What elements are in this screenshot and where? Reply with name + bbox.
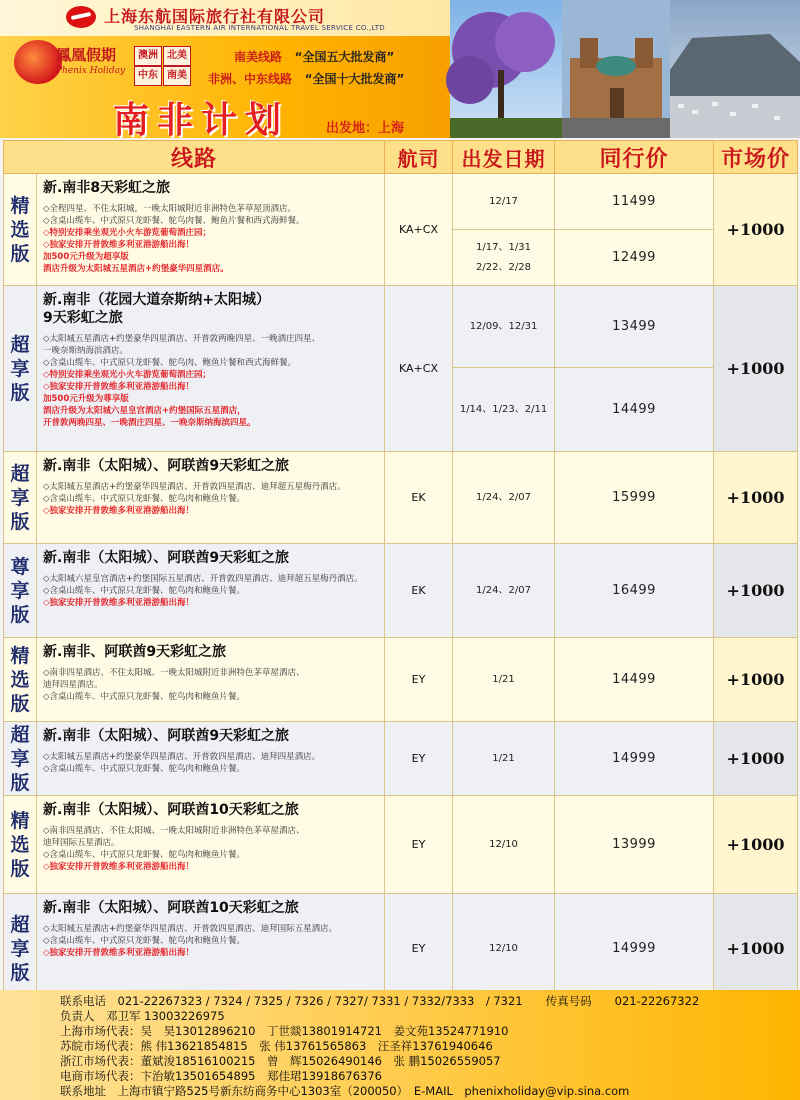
region-stamp: 南美 <box>163 66 191 86</box>
route-detail-line: 开普敦两晚四星、一晚酒庄四星、一晚奈斯纳海滨四星。 <box>43 418 256 428</box>
market-price: +1000 <box>714 638 798 722</box>
airline-code: EY <box>385 722 453 796</box>
airline-code: EY <box>385 638 453 722</box>
route-detail-line: 加500元升级为超享版 <box>43 252 129 262</box>
header-market-price: 市场价 <box>714 141 798 174</box>
table-row <box>4 544 798 638</box>
departure-date: 1/24、2/07 <box>453 452 555 544</box>
route-detail-line: ◇南非四星酒店、不住太阳城、一晚太阳城附近非洲特色茅草屋酒店、 <box>43 826 305 836</box>
table-row <box>4 452 798 544</box>
market-price: +1000 <box>714 452 798 544</box>
contact-phone: 联系电话 021-22267323 / 7324 / 7325 / 7326 / 7327/ 7331 / 7332/7333 / 7321 传真号码 021-22267322 <box>60 994 700 1008</box>
header-route: 线路 <box>4 141 385 174</box>
peer-price: 11499 <box>555 174 714 230</box>
page-title: 南非计划 <box>113 100 290 138</box>
header-airline: 航司 <box>385 141 453 174</box>
table-row <box>4 638 798 722</box>
contact-address: 联系地址 上海市镇宁路525号新东纺商务中心1303室（200050） E-MAIL phenixholiday@vip.sina.com <box>60 1084 630 1098</box>
table-row <box>4 174 798 230</box>
header-banner <box>0 0 800 138</box>
africa-middle-east-line: 非洲、中东线路 “全国十大批发商” <box>208 72 405 86</box>
departure-date: 1/14、1/23、2/11 <box>453 368 555 452</box>
edition-tag-text: 精选版 <box>10 644 30 715</box>
departure-date: 1/21 <box>453 722 555 796</box>
airline-code: EY <box>385 894 453 1004</box>
route-detail-line: ◇独家安排开普敦维多利亚港游船出海！ <box>43 598 195 608</box>
route-detail-line: ◇独家安排开普敦维多利亚港游船出海！ <box>43 382 195 392</box>
peer-price: 13999 <box>555 796 714 894</box>
market-price: +1000 <box>714 796 798 894</box>
table-row <box>4 894 798 1004</box>
route-detail-line: ◇太阳城五星酒店+约堡豪华四星酒店、开普敦四星酒店、迪拜超五星梅丹酒店。 <box>43 482 346 492</box>
route-detail-line: ◇太阳城五星酒店+约堡豪华四星酒店、开普敦四星酒店、迪拜国际五星酒店。 <box>43 924 338 934</box>
route-detail-line: ◇独家安排开普敦维多利亚港游船出海！ <box>43 506 195 516</box>
peer-price: 13499 <box>555 286 714 368</box>
header-departure-date: 出发日期 <box>453 141 555 174</box>
route-detail-line: 迪拜四星酒店。 <box>43 680 103 690</box>
route-detail-line: ◇太阳城五星酒店+约堡豪华四星酒店、开普敦两晚四星、一晚酒庄四星、 <box>43 334 321 344</box>
route-detail-line: ◇含桌山缆车、中式原只龙虾餐、鸵鸟肉和鲍鱼片餐。 <box>43 692 246 702</box>
route-title: 新.南非（太阳城）、阿联酋10天彩虹之旅 <box>43 900 299 916</box>
route-title: 新.南非（太阳城）、阿联酋9天彩虹之旅 <box>43 728 290 744</box>
region-stamp: 中东 <box>134 66 162 86</box>
route-detail-line: 酒店升级为太阳城五星酒店+约堡豪华四星酒店。 <box>43 264 229 274</box>
company-name: 上海东航国际旅行社有限公司 <box>104 7 326 26</box>
peer-price: 14999 <box>555 722 714 796</box>
edition-tag <box>4 452 37 544</box>
table-row <box>4 796 798 894</box>
market-price: +1000 <box>714 544 798 638</box>
route-detail-line: 加500元升级为尊享版 <box>43 394 129 404</box>
route-detail-line: ◇含桌山缆车、中式原只龙虾餐、鸵鸟肉和鲍鱼片餐。 <box>43 494 246 504</box>
route-cell <box>37 722 385 796</box>
route-cell <box>37 638 385 722</box>
contact-manager: 负责人 邓卫军 13003226975 <box>60 1009 225 1023</box>
peer-price: 12499 <box>555 230 714 286</box>
route-title: 新.南非（太阳城）、阿联酋9天彩虹之旅 <box>43 550 290 566</box>
edition-tag-text: 精选版 <box>10 809 30 880</box>
departure-city: 出发地：上海 <box>326 121 405 136</box>
route-detail-line: ◇南非四星酒店、不住太阳城、一晚太阳城附近非洲特色茅草屋酒店、 <box>43 668 305 678</box>
edition-tag-text: 超享版 <box>10 723 30 794</box>
route-cell <box>37 544 385 638</box>
edition-tag <box>4 544 37 638</box>
route-detail-line: ◇太阳城六星皇宫酒店+约堡国际五星酒店、开普敦四星酒店、迪拜超五星梅丹酒店。 <box>43 574 363 584</box>
route-detail-line: ◇全程四星、不住太阳城，一晚太阳城附近非洲特色茅草屋顶酒店。 <box>43 204 297 214</box>
table-body <box>4 174 798 1004</box>
route-title: 新.南非（太阳城）、阿联酋10天彩虹之旅 <box>43 802 299 818</box>
route-cell <box>37 894 385 1004</box>
edition-tag <box>4 286 37 452</box>
route-detail-line: ◇含桌山缆车、中式原只龙虾餐、鸵鸟肉餐、鲍鱼片餐和西式海鲜餐。 <box>43 216 305 226</box>
scenic-photos <box>430 0 800 138</box>
ecommerce-reps: 电商市场代表：卞治敏13501654895 郑佳珺13918676376 <box>60 1069 382 1083</box>
route-detail-line: ◇独家安排开普敦维多利亚港游船出海！ <box>43 240 195 250</box>
itinerary-table <box>3 140 797 1004</box>
peer-price: 14999 <box>555 894 714 1004</box>
airline-code: EK <box>385 544 453 638</box>
route-detail-line: ◇含桌山缆车、中式原只龙虾餐、鸵鸟肉和鲍鱼片餐。 <box>43 850 246 860</box>
edition-tag-text: 尊享版 <box>10 555 30 626</box>
market-price: +1000 <box>714 722 798 796</box>
shanghai-reps: 上海市场代表：吴 昊13012896210 丁世燚13801914721 姜文苑13524771910 <box>60 1024 509 1038</box>
contact-footer <box>0 990 800 1100</box>
market-price: +1000 <box>714 174 798 286</box>
edition-tag <box>4 638 37 722</box>
region-stamp: 澳洲 <box>134 46 162 66</box>
airline-code: EY <box>385 796 453 894</box>
route-cell <box>37 452 385 544</box>
edition-tag <box>4 796 37 894</box>
departure-date: 12/10 <box>453 796 555 894</box>
route-cell <box>37 796 385 894</box>
departure-date: 1/17、1/31 2/22、2/28 <box>453 230 555 286</box>
south-america-line: 南美线路 “全国五大批发商” <box>234 50 395 64</box>
route-detail-line: ◇特别安排乘坐观光小火车游览葡萄酒庄园； <box>43 228 212 238</box>
departure-date: 1/24、2/07 <box>453 544 555 638</box>
peer-price: 14499 <box>555 368 714 452</box>
airline-code: KA+CX <box>385 286 453 452</box>
route-detail-line: ◇特别安排乘坐观光小火车游览葡萄酒庄园； <box>43 370 212 380</box>
china-eastern-logo-icon <box>66 6 96 28</box>
airline-code: KA+CX <box>385 174 453 286</box>
route-detail-line: ◇含桌山缆车、中式原只龙虾餐、鸵鸟肉和鲍鱼片餐。 <box>43 586 246 596</box>
brand-name: 鳳凰假期 <box>56 46 117 64</box>
brand-name-en: Phenix Holiday <box>56 66 126 76</box>
market-price: +1000 <box>714 286 798 452</box>
route-detail-line: 迪拜国际五星酒店。 <box>43 838 120 848</box>
route-detail-line: ◇太阳城五星酒店+约堡豪华四星酒店、开普敦四星酒店、迪拜四星酒店。 <box>43 752 321 762</box>
company-name-en: SHANGHAI EASTERN AIR INTERNATIONAL TRAVEL SERVICE CO.,LTD <box>134 24 385 32</box>
header-peer-price: 同行价 <box>555 141 714 174</box>
route-detail-line: 酒店升级为太阳城六星皇宫酒店+约堡国际五星酒店， <box>43 406 246 416</box>
peer-price: 16499 <box>555 544 714 638</box>
route-title: 新.南非、阿联酋9天彩虹之旅 <box>43 644 227 660</box>
route-title: 新.南非8天彩虹之旅 <box>43 180 171 196</box>
edition-tag <box>4 722 37 796</box>
route-detail-line: ◇含桌山缆车、中式原只龙虾餐、鸵鸟肉和鲍鱼片餐。 <box>43 936 246 946</box>
route-cell <box>37 286 385 452</box>
region-stamp: 北美 <box>163 46 191 66</box>
edition-tag-text: 超享版 <box>10 913 30 984</box>
peer-price: 15999 <box>555 452 714 544</box>
edition-tag-text: 精选版 <box>10 194 30 265</box>
departure-date: 1/21 <box>453 638 555 722</box>
route-detail-line: ◇含桌山缆车、中式原只龙虾餐、鸵鸟肉、鲍鱼片餐和西式海鲜餐。 <box>43 358 297 368</box>
departure-date: 12/09、12/31 <box>453 286 555 368</box>
market-price: +1000 <box>714 894 798 1004</box>
peer-price: 14499 <box>555 638 714 722</box>
edition-tag <box>4 894 37 1004</box>
departure-date: 12/17 <box>453 174 555 230</box>
edition-tag <box>4 174 37 286</box>
table-row <box>4 722 798 796</box>
route-cell <box>37 174 385 286</box>
route-detail-line: ◇含桌山缆车、中式原只龙虾餐、鸵鸟肉和鲍鱼片餐。 <box>43 764 246 774</box>
route-title: 新.南非（太阳城）、阿联酋9天彩虹之旅 <box>43 458 290 474</box>
route-detail-line: ◇独家安排开普敦维多利亚港游船出海！ <box>43 948 195 958</box>
table-header-row <box>4 141 798 174</box>
table-row <box>4 286 798 368</box>
phoenix-logo-icon <box>14 40 62 84</box>
departure-date: 12/10 <box>453 894 555 1004</box>
edition-tag-text: 超享版 <box>10 462 30 533</box>
route-detail-line: 一晚奈斯纳海滨酒店。 <box>43 346 129 356</box>
zhejiang-reps: 浙江市场代表：董斌浚18516100215 曾 辉15026490146 张 鹏15026559057 <box>60 1054 501 1068</box>
route-detail-line: ◇独家安排开普敦维多利亚港游船出海！ <box>43 862 195 872</box>
edition-tag-text: 超享版 <box>10 333 30 404</box>
airline-code: EK <box>385 452 453 544</box>
jiangsu-anhui-reps: 苏皖市场代表：熊 伟13621854815 张 伟13761565863 汪圣祥13761940646 <box>60 1039 493 1053</box>
route-title: 新.南非（花园大道奈斯纳+太阳城） 9天彩虹之旅 <box>43 292 271 326</box>
